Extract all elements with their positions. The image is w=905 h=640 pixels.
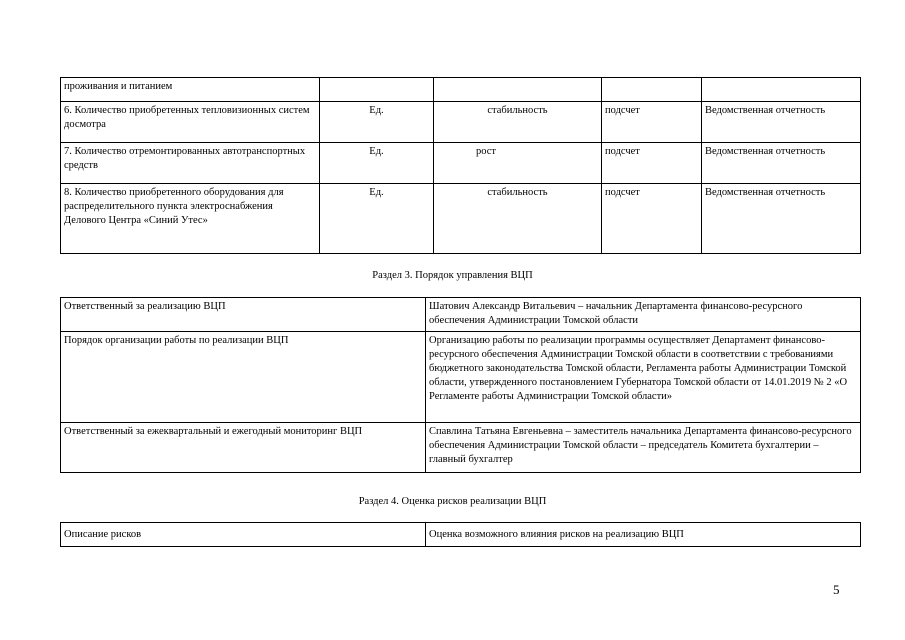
indicator-unit: Ед. [320, 102, 434, 143]
indicator-name: 8. Количество приобретенного оборудования для распределительного пункта электроснабжения Делового Центра «Синий Утес» [61, 184, 320, 254]
indicator-method: подсчет [602, 102, 702, 143]
management-label: Ответственный за реализацию ВЦП [61, 298, 426, 332]
indicators-table [60, 77, 861, 254]
risks-table [60, 522, 861, 547]
table-row [61, 184, 861, 254]
indicator-source [702, 78, 861, 102]
table-row [61, 523, 861, 547]
indicator-method: подсчет [602, 184, 702, 254]
table-row [61, 102, 861, 143]
indicator-source: Ведомственная отчетность [702, 102, 861, 143]
indicator-method: подсчет [602, 143, 702, 184]
page-number: 5 [833, 582, 840, 597]
management-table [60, 297, 861, 473]
section-3-heading: Раздел 3. Порядок управления ВЦП [372, 270, 533, 281]
indicator-trend: рост [434, 143, 602, 184]
section-4-heading: Раздел 4. Оценка рисков реализации ВЦП [358, 496, 547, 507]
risks-header-description: Описание рисков [61, 523, 426, 547]
table-row [61, 78, 861, 102]
management-value: Спавлина Татьяна Евгеньевна – заместитель начальника Департамента финансово-ресурсного обеспечения Администрации Томской области – председатель Комитета бухгалтерии – главный бухгалтер [426, 423, 861, 473]
indicator-source: Ведомственная отчетность [702, 184, 861, 254]
table-row [61, 298, 861, 332]
indicator-name: 7. Количество отремонтированных автотранспортных средств [61, 143, 320, 184]
indicator-unit [320, 78, 434, 102]
table-row [61, 143, 861, 184]
management-value: Шатович Александр Витальевич – начальник Департамента финансово-ресурсного обеспечения Администрации Томской области [426, 298, 861, 332]
indicator-name: 6. Количество приобретенных тепловизионных систем досмотра [61, 102, 320, 143]
management-label: Ответственный за ежеквартальный и ежегодный мониторинг ВЦП [61, 423, 426, 473]
management-value: Организацию работы по реализации программы осуществляет Департамент финансово-ресурсного обеспечения Администрации Томской области в соответствии с требованиями бюджетного законодательства Томской области, Регламента работы Администрации Томской области, утвержденного постановлением Губернатора Томской области от 14.01.2019 № 2 «О Регламенте работы Администрации Томской области» [426, 332, 861, 423]
table-row [61, 423, 861, 473]
indicator-trend [434, 78, 602, 102]
indicator-source: Ведомственная отчетность [702, 143, 861, 184]
risks-header-impact: Оценка возможного влияния рисков на реализацию ВЦП [426, 523, 861, 547]
indicator-method [602, 78, 702, 102]
indicator-unit: Ед. [320, 184, 434, 254]
management-label: Порядок организации работы по реализации ВЦП [61, 332, 426, 423]
indicator-trend: стабильность [434, 184, 602, 254]
indicator-trend: стабильность [434, 102, 602, 143]
indicator-unit: Ед. [320, 143, 434, 184]
indicator-name: проживания и питанием [61, 78, 320, 102]
table-row [61, 332, 861, 423]
